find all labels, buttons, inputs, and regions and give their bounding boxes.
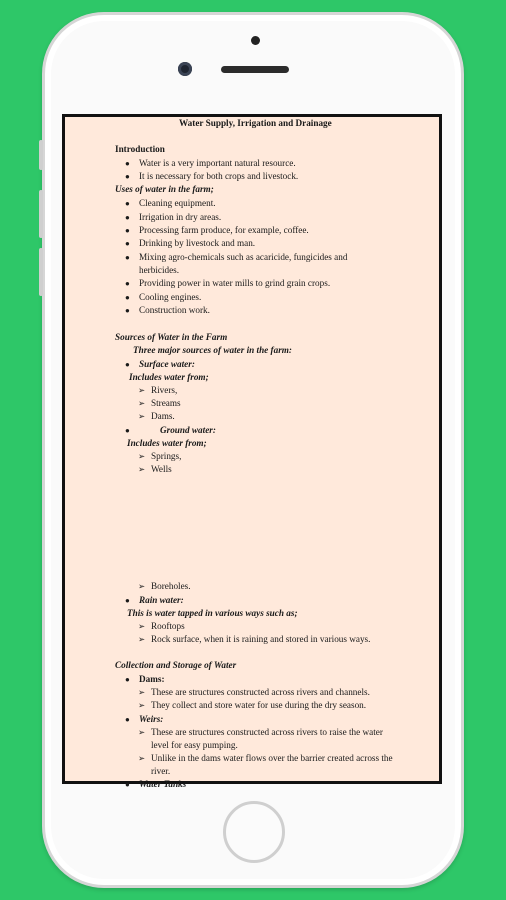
bullet-icon: ● — [125, 239, 130, 248]
arrow-bullet-icon: ➢ — [138, 621, 146, 631]
list-item: It is necessary for both crops and livestock. — [139, 171, 299, 181]
arrow-bullet-icon: ➢ — [138, 687, 146, 697]
earpiece-speaker — [221, 66, 289, 73]
list-item-continued: river. — [151, 766, 171, 776]
bullet-icon: ● — [125, 360, 130, 369]
intro-heading: Introduction — [115, 144, 165, 154]
arrow-bullet-icon: ➢ — [138, 727, 146, 737]
bullet-icon: ● — [125, 426, 130, 435]
list-item: Irrigation in dry areas. — [139, 212, 222, 222]
document-screen[interactable] — [62, 114, 442, 789]
arrow-bullet-icon: ➢ — [138, 411, 146, 421]
bullet-icon: ● — [125, 596, 130, 605]
surface-water-label: Surface water: — [139, 359, 195, 369]
list-item-continued: herbicides. — [139, 265, 180, 275]
list-item: Wells — [151, 464, 172, 474]
list-item-continued: level for easy pumping. — [151, 740, 238, 750]
arrow-bullet-icon: ➢ — [138, 451, 146, 461]
list-item: Unlike in the dams water flows over the barrier created across the — [151, 753, 393, 763]
volume-down-button — [39, 248, 43, 296]
surface-includes: Includes water from; — [129, 372, 209, 382]
document-title: Water Supply, Irrigation and Drainage — [179, 118, 332, 128]
bullet-icon: ● — [125, 715, 130, 724]
arrow-bullet-icon: ➢ — [138, 464, 146, 474]
volume-button — [39, 140, 43, 170]
list-item: Processing farm produce, for example, coffee. — [139, 225, 309, 235]
bullet-icon: ● — [125, 306, 130, 315]
water-tanks-label: Water Tanks — [139, 779, 187, 789]
bullet-icon: ● — [125, 279, 130, 288]
list-item: Cleaning equipment. — [139, 198, 216, 208]
bullet-icon: ● — [125, 780, 130, 789]
list-item: Rivers, — [151, 385, 178, 395]
volume-up-button — [39, 190, 43, 238]
bullet-icon: ● — [125, 675, 130, 684]
collection-heading: Collection and Storage of Water — [115, 660, 237, 670]
list-item: Rock surface, when it is raining and stored in various ways. — [151, 634, 371, 644]
home-button[interactable] — [223, 801, 285, 863]
front-camera — [178, 62, 192, 76]
bullet-icon: ● — [125, 199, 130, 208]
list-item: Construction work. — [139, 305, 210, 315]
ground-water-label: Ground water: — [160, 425, 216, 435]
arrow-bullet-icon: ➢ — [138, 385, 146, 395]
list-item: Rooftops — [151, 621, 185, 631]
arrow-bullet-icon: ➢ — [138, 753, 146, 763]
list-item: Dams. — [151, 411, 175, 421]
list-item: Providing power in water mills to grind grain crops. — [139, 278, 331, 288]
sources-subheading: Three major sources of water in the farm: — [133, 345, 292, 355]
list-item: Water is a very important natural resource. — [139, 158, 296, 168]
list-item: Cooling engines. — [139, 292, 202, 302]
bullet-icon: ● — [125, 172, 130, 181]
list-item: Springs, — [151, 451, 182, 461]
bullet-icon: ● — [125, 159, 130, 168]
bullet-icon: ● — [125, 226, 130, 235]
dams-label: Dams: — [139, 674, 165, 684]
list-item: Drinking by livestock and man. — [139, 238, 256, 248]
arrow-bullet-icon: ➢ — [138, 398, 146, 408]
rain-water-label: Rain water: — [139, 595, 184, 605]
uses-heading: Uses of water in the farm; — [115, 184, 214, 194]
bullet-icon: ● — [125, 253, 130, 262]
weirs-label: Weirs: — [139, 714, 164, 724]
list-item: Mixing agro-chemicals such as acaricide, fungicides and — [139, 252, 348, 262]
sources-heading: Sources of Water in the Farm — [115, 332, 228, 342]
list-item: Streams — [151, 398, 181, 408]
arrow-bullet-icon: ➢ — [138, 634, 146, 644]
top-sensor-dot — [251, 36, 260, 45]
rain-description: This is water tapped in various ways such as; — [127, 608, 298, 618]
arrow-bullet-icon: ➢ — [138, 700, 146, 710]
list-item: They collect and store water for use during the dry season. — [151, 700, 367, 710]
bullet-icon: ● — [125, 213, 130, 222]
arrow-bullet-icon: ➢ — [138, 581, 146, 591]
bullet-icon: ● — [125, 293, 130, 302]
list-item: Boreholes. — [151, 581, 191, 591]
list-item: These are structures constructed across rivers and channels. — [151, 687, 370, 697]
ground-includes: Includes water from; — [127, 438, 207, 448]
list-item: These are structures constructed across rivers to raise the water — [151, 727, 383, 737]
